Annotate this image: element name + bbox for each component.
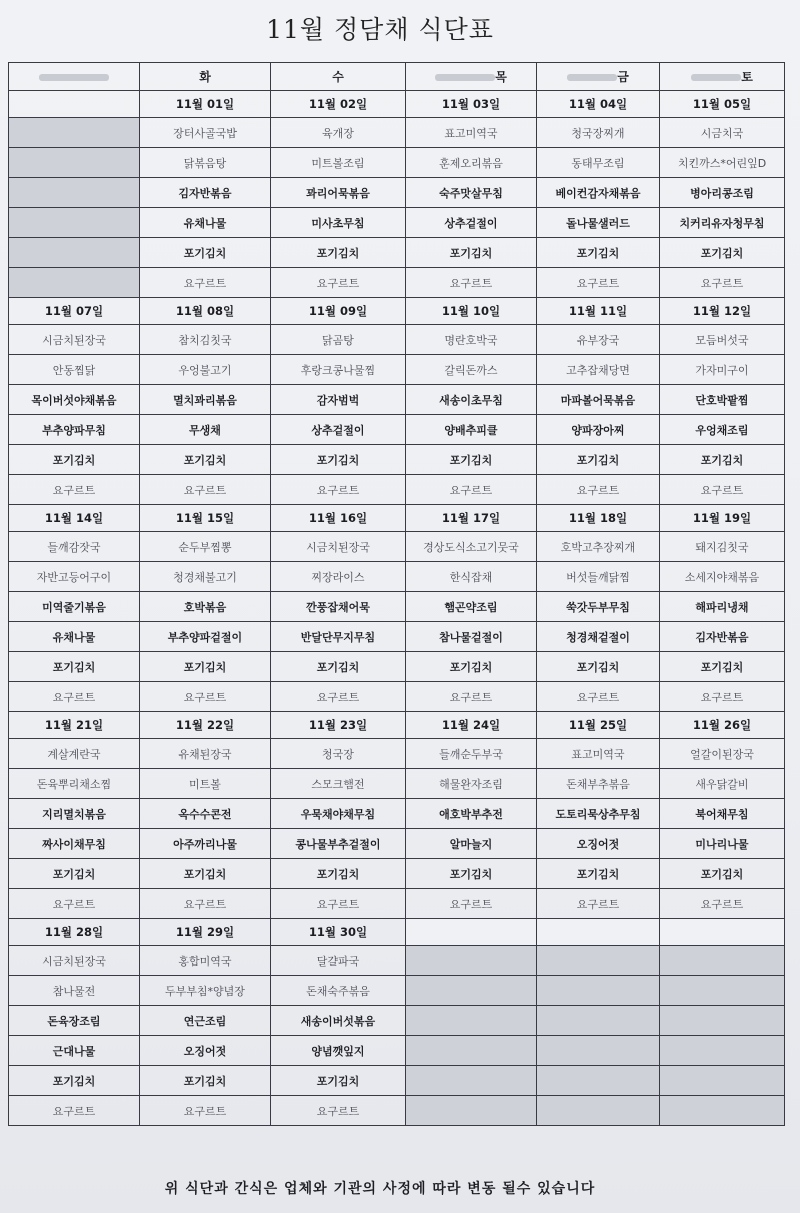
date-cell: 11월 17일 [406, 505, 537, 532]
menu-cell: 시금치된장국 [9, 325, 140, 355]
menu-cell: 김자반볶음 [140, 178, 271, 208]
date-cell: 11월 04일 [537, 91, 660, 118]
menu-cell: 요구르트 [537, 475, 660, 505]
menu-cell: 오징어젓 [140, 1036, 271, 1066]
menu-cell [406, 1006, 537, 1036]
date-cell: 11월 07일 [9, 298, 140, 325]
menu-cell [9, 238, 140, 268]
menu-cell: 단호박팥찜 [660, 385, 785, 415]
menu-cell: 얼갈이된장국 [660, 739, 785, 769]
date-cell: 11월 19일 [660, 505, 785, 532]
menu-cell: 요구르트 [271, 1096, 406, 1126]
menu-cell: 포기김치 [140, 859, 271, 889]
date-cell: 11월 15일 [140, 505, 271, 532]
menu-cell: 요구르트 [406, 682, 537, 712]
date-cell: 11월 11일 [537, 298, 660, 325]
menu-cell: 요구르트 [406, 889, 537, 919]
date-cell: 11월 14일 [9, 505, 140, 532]
menu-cell: 미역줄기볶음 [9, 592, 140, 622]
menu-cell [660, 946, 785, 976]
obscured-label [567, 74, 617, 81]
menu-cell: 포기김치 [660, 859, 785, 889]
menu-cell: 포기김치 [537, 859, 660, 889]
menu-cell: 포기김치 [660, 238, 785, 268]
menu-cell: 돌나물샐러드 [537, 208, 660, 238]
menu-cell [406, 946, 537, 976]
menu-cell [537, 1096, 660, 1126]
menu-cell: 김자반볶음 [660, 622, 785, 652]
menu-cell [537, 946, 660, 976]
menu-row-dessert [9, 268, 785, 298]
menu-cell: 양파장아찌 [537, 415, 660, 445]
menu-cell: 쑥갓두부무침 [537, 592, 660, 622]
menu-cell: 베이컨감자채볶음 [537, 178, 660, 208]
menu-cell: 유채나물 [9, 622, 140, 652]
menu-cell: 감자범벅 [271, 385, 406, 415]
menu-cell: 미사초무침 [271, 208, 406, 238]
date-row [9, 298, 785, 325]
menu-cell: 알마늘지 [406, 829, 537, 859]
menu-cell: 미나리나물 [660, 829, 785, 859]
menu-row-dessert [9, 1096, 785, 1126]
menu-cell: 포기김치 [537, 445, 660, 475]
menu-cell: 우엉채조림 [660, 415, 785, 445]
menu-cell [406, 976, 537, 1006]
menu-cell: 고추잡채당면 [537, 355, 660, 385]
menu-cell: 포기김치 [406, 652, 537, 682]
menu-cell: 양배추피클 [406, 415, 537, 445]
menu-row-kimchi [9, 1066, 785, 1096]
date-cell: 11월 03일 [406, 91, 537, 118]
menu-cell: 포기김치 [140, 238, 271, 268]
menu-cell: 계살계란국 [9, 739, 140, 769]
menu-cell: 요구르트 [9, 682, 140, 712]
menu-cell: 상추겉절이 [271, 415, 406, 445]
menu-cell: 지리멸치볶음 [9, 799, 140, 829]
meal-plan-body [9, 91, 785, 1126]
menu-cell: 포기김치 [271, 238, 406, 268]
menu-cell: 소세지야채볶음 [660, 562, 785, 592]
menu-cell: 유채나물 [140, 208, 271, 238]
menu-row-main-dish [9, 976, 785, 1006]
obscured-label [691, 74, 741, 81]
menu-cell: 우묵채야채무침 [271, 799, 406, 829]
date-cell: 11월 24일 [406, 712, 537, 739]
menu-cell: 표고미역국 [537, 739, 660, 769]
menu-cell: 해물완자조림 [406, 769, 537, 799]
menu-row-dessert [9, 682, 785, 712]
menu-cell: 시금치된장국 [9, 946, 140, 976]
date-cell: 11월 01일 [140, 91, 271, 118]
menu-cell: 포기김치 [537, 238, 660, 268]
date-cell: 11월 16일 [271, 505, 406, 532]
menu-cell: 새우닭갈비 [660, 769, 785, 799]
menu-row-main-dish [9, 148, 785, 178]
menu-row-side-dish-2 [9, 1036, 785, 1066]
menu-cell: 우엉불고기 [140, 355, 271, 385]
menu-row-side-dish-1 [9, 178, 785, 208]
menu-row-side-dish-1 [9, 592, 785, 622]
menu-cell: 요구르트 [271, 475, 406, 505]
header-day-mon [9, 63, 140, 91]
menu-cell [660, 1036, 785, 1066]
menu-row-dessert [9, 475, 785, 505]
menu-cell: 홍합미역국 [140, 946, 271, 976]
date-cell: 11월 22일 [140, 712, 271, 739]
menu-cell: 시금치국 [660, 118, 785, 148]
menu-cell [406, 1096, 537, 1126]
footer-notice: 위 식단과 간식은 업체와 기관의 사정에 따라 변동 될수 있습니다 [164, 1181, 596, 1197]
menu-cell: 포기김치 [271, 652, 406, 682]
date-row [9, 712, 785, 739]
obscured-label [39, 74, 109, 81]
menu-cell: 포기김치 [537, 652, 660, 682]
menu-cell [9, 178, 140, 208]
menu-cell: 포기김치 [406, 445, 537, 475]
menu-cell [537, 1066, 660, 1096]
menu-cell: 청국장찌개 [537, 118, 660, 148]
menu-cell: 병아리콩조림 [660, 178, 785, 208]
menu-cell: 요구르트 [140, 682, 271, 712]
menu-cell: 치킨까스*어린잎D [660, 148, 785, 178]
menu-cell: 미트볼 [140, 769, 271, 799]
date-cell [9, 91, 140, 118]
menu-cell: 포기김치 [660, 652, 785, 682]
menu-cell: 들깨순두부국 [406, 739, 537, 769]
menu-row-soup [9, 739, 785, 769]
menu-cell: 달걀파국 [271, 946, 406, 976]
menu-cell: 호박볶음 [140, 592, 271, 622]
menu-cell: 양념깻잎지 [271, 1036, 406, 1066]
menu-cell: 돈육장조림 [9, 1006, 140, 1036]
menu-cell: 오징어젓 [537, 829, 660, 859]
menu-cell: 청경채겉절이 [537, 622, 660, 652]
header-day-sat-label: 토 [741, 70, 753, 84]
menu-cell: 청국장 [271, 739, 406, 769]
menu-cell: 포기김치 [9, 445, 140, 475]
menu-cell: 돈육뿌리채소찜 [9, 769, 140, 799]
menu-row-dessert [9, 889, 785, 919]
menu-row-kimchi [9, 859, 785, 889]
menu-row-side-dish-2 [9, 829, 785, 859]
menu-cell: 포기김치 [140, 652, 271, 682]
menu-row-main-dish [9, 355, 785, 385]
date-row [9, 505, 785, 532]
menu-cell: 부추양파겉절이 [140, 622, 271, 652]
menu-row-side-dish-2 [9, 208, 785, 238]
menu-cell: 마파볼어묵볶음 [537, 385, 660, 415]
date-row [9, 91, 785, 118]
menu-cell: 깐풍잡채어묵 [271, 592, 406, 622]
menu-cell: 요구르트 [537, 268, 660, 298]
menu-cell: 버섯들깨닭찜 [537, 562, 660, 592]
menu-row-soup [9, 532, 785, 562]
menu-cell: 호박고추장찌개 [537, 532, 660, 562]
menu-cell: 요구르트 [537, 889, 660, 919]
menu-row-side-dish-2 [9, 415, 785, 445]
menu-cell: 한식잡채 [406, 562, 537, 592]
date-cell: 11월 02일 [271, 91, 406, 118]
menu-cell: 유부장국 [537, 325, 660, 355]
menu-cell: 청경채불고기 [140, 562, 271, 592]
menu-cell: 요구르트 [271, 682, 406, 712]
menu-cell: 포기김치 [406, 859, 537, 889]
header-row [9, 63, 785, 91]
menu-cell: 모듬버섯국 [660, 325, 785, 355]
menu-cell: 멸치꽈리볶음 [140, 385, 271, 415]
menu-cell: 목이버섯야채볶음 [9, 385, 140, 415]
menu-cell: 참나물겉절이 [406, 622, 537, 652]
menu-cell: 요구르트 [660, 682, 785, 712]
menu-cell: 포기김치 [9, 859, 140, 889]
date-cell [660, 919, 785, 946]
header-day-fri [537, 63, 660, 91]
menu-cell: 닭곰탕 [271, 325, 406, 355]
menu-cell: 해파리냉채 [660, 592, 785, 622]
menu-cell: 찌장라이스 [271, 562, 406, 592]
menu-cell: 포기김치 [140, 445, 271, 475]
menu-cell: 요구르트 [9, 475, 140, 505]
header-day-thu [406, 63, 537, 91]
menu-cell: 요구르트 [660, 889, 785, 919]
menu-cell: 시금치된장국 [271, 532, 406, 562]
menu-cell: 자반고등어구이 [9, 562, 140, 592]
menu-cell: 미트볼조림 [271, 148, 406, 178]
menu-cell: 요구르트 [537, 682, 660, 712]
menu-cell: 콩나물부추겉절이 [271, 829, 406, 859]
date-cell: 11월 05일 [660, 91, 785, 118]
menu-cell: 표고미역국 [406, 118, 537, 148]
menu-cell: 스모크햄전 [271, 769, 406, 799]
menu-cell: 짜사이채무침 [9, 829, 140, 859]
menu-cell: 새송이버섯볶음 [271, 1006, 406, 1036]
menu-cell: 돈채부추볶음 [537, 769, 660, 799]
header-day-sat [660, 63, 785, 91]
menu-cell: 순두부찜뽕 [140, 532, 271, 562]
menu-cell: 포기김치 [271, 445, 406, 475]
menu-cell [660, 1096, 785, 1126]
menu-cell: 육개장 [271, 118, 406, 148]
date-cell: 11월 10일 [406, 298, 537, 325]
menu-cell: 꽈리어묵볶음 [271, 178, 406, 208]
menu-cell: 치커리유자청무침 [660, 208, 785, 238]
menu-cell: 닭볶음탕 [140, 148, 271, 178]
date-cell: 11월 29일 [140, 919, 271, 946]
menu-cell: 요구르트 [140, 1096, 271, 1126]
menu-cell: 훈제오리볶음 [406, 148, 537, 178]
menu-cell: 애호박부추전 [406, 799, 537, 829]
menu-cell: 요구르트 [660, 475, 785, 505]
menu-cell: 옥수수콘전 [140, 799, 271, 829]
menu-cell: 도토리묵상추무침 [537, 799, 660, 829]
menu-cell: 참나물전 [9, 976, 140, 1006]
menu-cell: 북어채무침 [660, 799, 785, 829]
menu-cell [537, 1036, 660, 1066]
menu-cell [406, 1036, 537, 1066]
menu-cell: 아주까리나물 [140, 829, 271, 859]
date-cell: 11월 23일 [271, 712, 406, 739]
date-cell: 11월 21일 [9, 712, 140, 739]
date-cell: 11월 26일 [660, 712, 785, 739]
menu-cell [9, 148, 140, 178]
menu-cell: 유채된장국 [140, 739, 271, 769]
menu-row-main-dish [9, 769, 785, 799]
menu-cell: 안동찜닭 [9, 355, 140, 385]
menu-cell: 상추겉절이 [406, 208, 537, 238]
menu-cell [660, 1006, 785, 1036]
menu-cell: 요구르트 [9, 1096, 140, 1126]
menu-cell: 포기김치 [271, 859, 406, 889]
menu-cell: 참치김칫국 [140, 325, 271, 355]
menu-cell: 명란호박국 [406, 325, 537, 355]
menu-cell: 돼지김칫국 [660, 532, 785, 562]
menu-cell: 포기김치 [140, 1066, 271, 1096]
meal-plan-table [8, 62, 785, 1126]
header-day-wed: 수 [271, 63, 406, 91]
menu-row-main-dish [9, 562, 785, 592]
date-cell: 11월 12일 [660, 298, 785, 325]
date-cell [537, 919, 660, 946]
menu-row-side-dish-2 [9, 622, 785, 652]
menu-row-soup [9, 946, 785, 976]
menu-row-kimchi [9, 445, 785, 475]
date-cell: 11월 09일 [271, 298, 406, 325]
date-cell: 11월 25일 [537, 712, 660, 739]
menu-row-kimchi [9, 238, 785, 268]
menu-row-soup [9, 325, 785, 355]
header-day-thu-label: 목 [495, 70, 507, 84]
menu-row-side-dish-1 [9, 799, 785, 829]
obscured-label [435, 74, 495, 81]
menu-cell: 포기김치 [406, 238, 537, 268]
menu-row-side-dish-1 [9, 1006, 785, 1036]
header-day-tue: 화 [140, 63, 271, 91]
menu-cell [660, 976, 785, 1006]
menu-cell [537, 976, 660, 1006]
menu-cell: 포기김치 [271, 1066, 406, 1096]
menu-cell: 햄곤약조림 [406, 592, 537, 622]
menu-cell [9, 118, 140, 148]
menu-cell: 요구르트 [140, 889, 271, 919]
menu-cell: 요구르트 [660, 268, 785, 298]
menu-cell: 반달단무지무침 [271, 622, 406, 652]
menu-cell: 요구르트 [406, 475, 537, 505]
date-cell: 11월 18일 [537, 505, 660, 532]
menu-cell: 두부부침*양념장 [140, 976, 271, 1006]
menu-cell: 후랑크콩나물찜 [271, 355, 406, 385]
header-day-fri-label: 금 [617, 70, 629, 84]
date-cell: 11월 30일 [271, 919, 406, 946]
menu-cell: 부추양파무침 [9, 415, 140, 445]
menu-cell: 포기김치 [9, 652, 140, 682]
menu-cell: 포기김치 [660, 445, 785, 475]
menu-cell: 들깨감잣국 [9, 532, 140, 562]
menu-cell: 요구르트 [140, 268, 271, 298]
menu-cell: 가자미구이 [660, 355, 785, 385]
menu-cell: 연근조림 [140, 1006, 271, 1036]
menu-cell: 갈릭돈까스 [406, 355, 537, 385]
menu-cell: 요구르트 [271, 889, 406, 919]
menu-cell: 숙주맛살무침 [406, 178, 537, 208]
date-cell [406, 919, 537, 946]
menu-cell [9, 208, 140, 238]
menu-cell: 포기김치 [9, 1066, 140, 1096]
menu-cell: 새송이초무침 [406, 385, 537, 415]
menu-cell: 경상도식소고기뭇국 [406, 532, 537, 562]
menu-cell: 근대나물 [9, 1036, 140, 1066]
menu-cell [9, 268, 140, 298]
menu-cell: 무생채 [140, 415, 271, 445]
menu-cell: 돈채숙주볶음 [271, 976, 406, 1006]
menu-cell: 요구르트 [9, 889, 140, 919]
menu-cell: 요구르트 [140, 475, 271, 505]
menu-row-kimchi [9, 652, 785, 682]
page-title: 11월 정담채 식단표 [266, 15, 494, 44]
menu-cell: 장터사골국밥 [140, 118, 271, 148]
menu-row-soup [9, 118, 785, 148]
menu-cell [406, 1066, 537, 1096]
date-cell: 11월 28일 [9, 919, 140, 946]
menu-cell [537, 1006, 660, 1036]
menu-cell [660, 1066, 785, 1096]
menu-cell: 동태무조림 [537, 148, 660, 178]
date-cell: 11월 08일 [140, 298, 271, 325]
menu-cell: 요구르트 [406, 268, 537, 298]
date-row [9, 919, 785, 946]
menu-row-side-dish-1 [9, 385, 785, 415]
menu-cell: 요구르트 [271, 268, 406, 298]
